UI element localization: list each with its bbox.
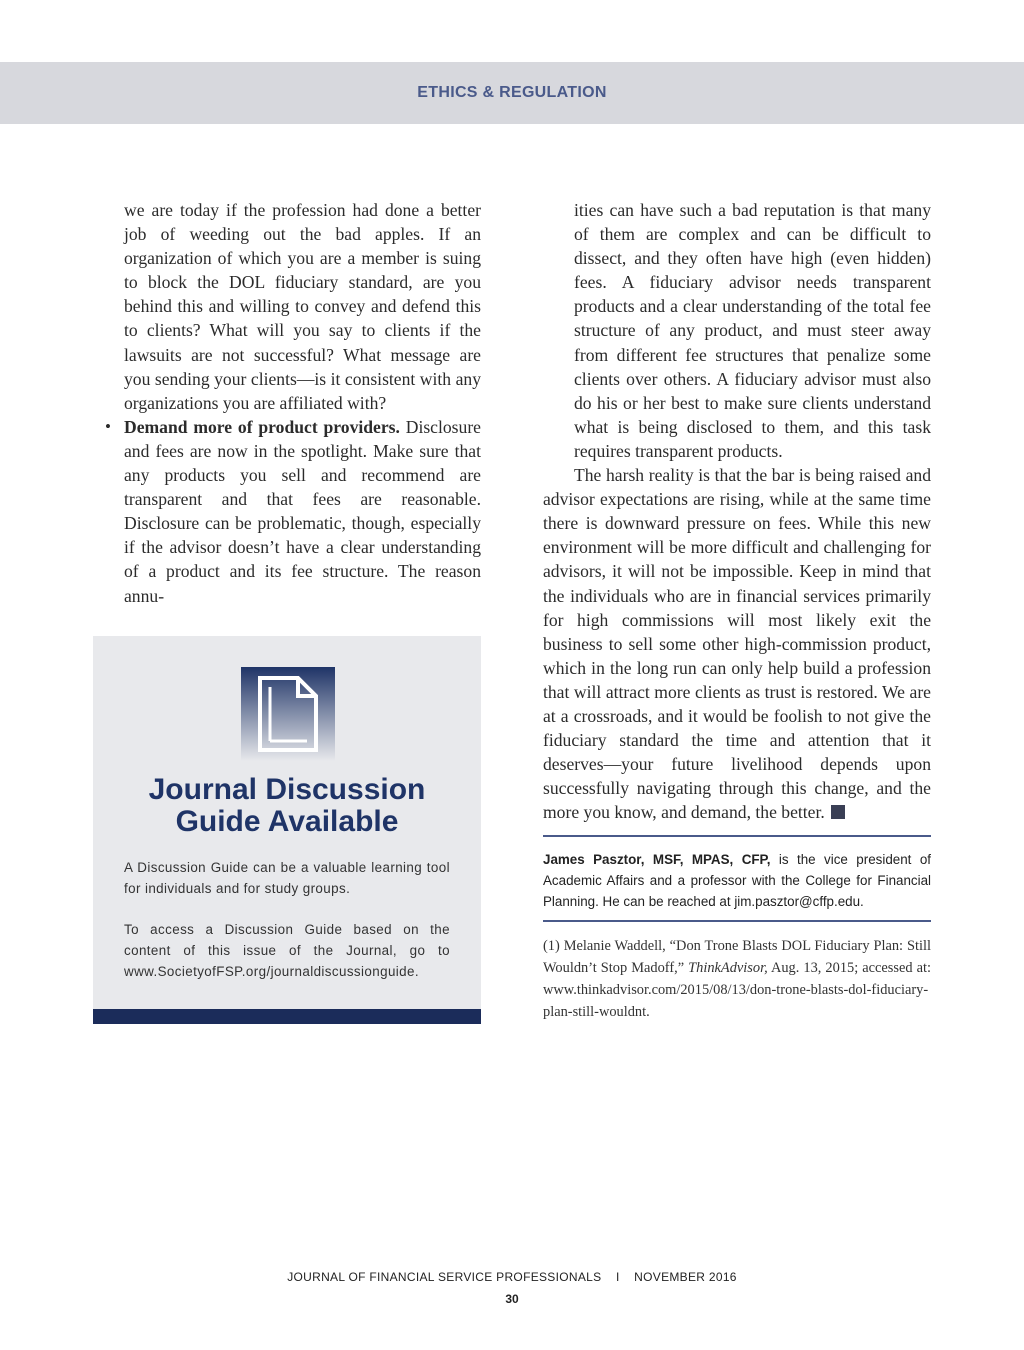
closing-paragraph-text: The harsh reality is that the bar is being raised and advisor expectations are rising, while at the same time there is downward pressure on fees. While this new environment will be more difficult and challenging for advisors, it will not be impossible. Keep in mind that the individuals who are in financial services primarily for high commissions will most likely exit the business to sell some other high-commission product, which in the long run can only help build a profession that will attract more clients as trust is restored. We are at a crossroads, and it would be foolish to not give the fiduciary standard the time and attention that it deserves—your future livelihood depends upon successfully navigating through this change, and the more you know, and demand, the better. (543, 465, 931, 823)
author-bio-text: is the vice president of Academic Affairs and a professor with the College for Financial Planning. He can be reached at jim.pasztor@cffp.edu. (543, 852, 931, 909)
bullet-marker: • (105, 416, 111, 436)
author-bio (543, 849, 931, 912)
end-mark-icon (831, 805, 845, 819)
sidebar-paragraph-2: To access a Discussion Guide based on the content of this issue of the Journal, go to www.SocietyofFSP.org/journaldiscussionguide. (124, 922, 450, 979)
footer-journal: JOURNAL OF FINANCIAL SERVICE PROFESSIONALS (287, 1270, 602, 1284)
footer-date: NOVEMBER 2016 (634, 1270, 737, 1284)
left-continued-paragraph: we are today if the profession had done a better job of weeding out the bad apples. If an organization of which you are a member is suing to block the DOL fiduciary standard, are you behind this and willing to convey and defend this to clients? What will you say to clients if the lawsuits are not successful? What message are you sending your clients—is it consistent with any organizations you are affiliated with? (124, 200, 481, 413)
bullet-lead: Demand more of product providers. (124, 416, 400, 437)
sidebar-paragraph-1: A Discussion Guide can be a valuable learning tool for individuals and for study groups. (124, 860, 450, 896)
bio-top-rule (543, 835, 931, 837)
footnote-before: (1) Melanie Waddell, “Don Trone Blasts DOL Fiduciary Plan: Still Wouldn’t Stop Madoff,” (543, 938, 931, 976)
bullet-item (105, 415, 481, 608)
footnote-publication: ThinkAdvisor, (688, 960, 768, 976)
sidebar-bottom-bar (93, 1009, 481, 1024)
right-column (543, 198, 931, 824)
author-name: James Pasztor, MSF, MPAS, CFP, (543, 852, 771, 867)
sidebar-title (93, 774, 481, 838)
right-continued-paragraph: ities can have such a bad reputation is that many of them are complex and can be difficult to dissect, and they often have high (even hidden) fees. A fiduciary advisor needs transparent products and a clear understanding of the total fee structure of any product, and must steer away from different fee structures that penalize some clients over others. A fiduciary advisor must also do his or her best to make sure clients understand what is being disclosed to them, and this task requires transparent products. (574, 200, 931, 461)
section-header-band (0, 62, 1024, 124)
document-icon (241, 667, 335, 761)
footnote (543, 935, 931, 1023)
discussion-guide-sidebar (93, 636, 481, 1009)
page-footer (0, 1270, 1024, 1284)
footnote-top-rule (543, 920, 931, 922)
sidebar-title-line2: Guide Available (175, 805, 399, 838)
footnote-after: Aug. 13, 2015; accessed at: www.thinkadvisor.com/2015/08/13/don-trone-blasts-dol-fiduciary-plan-still-wouldnt. (543, 960, 932, 1020)
left-column (105, 198, 481, 608)
page-number: 30 (505, 1292, 519, 1306)
bullet-text: Disclosure and fees are now in the spotlight. Make sure that any products you sell and recommend are transparent and that fees are reasonable. Disclosure can be problematic, though, especially if the advisor doesn’t have a clear understanding of a product and its fee structure. The reason annu- (124, 416, 481, 606)
footer-separator: I (615, 1270, 620, 1284)
sidebar-title-line1: Journal Discussion (148, 773, 426, 806)
closing-paragraph (543, 463, 931, 824)
section-title: ETHICS & REGULATION (417, 84, 607, 101)
